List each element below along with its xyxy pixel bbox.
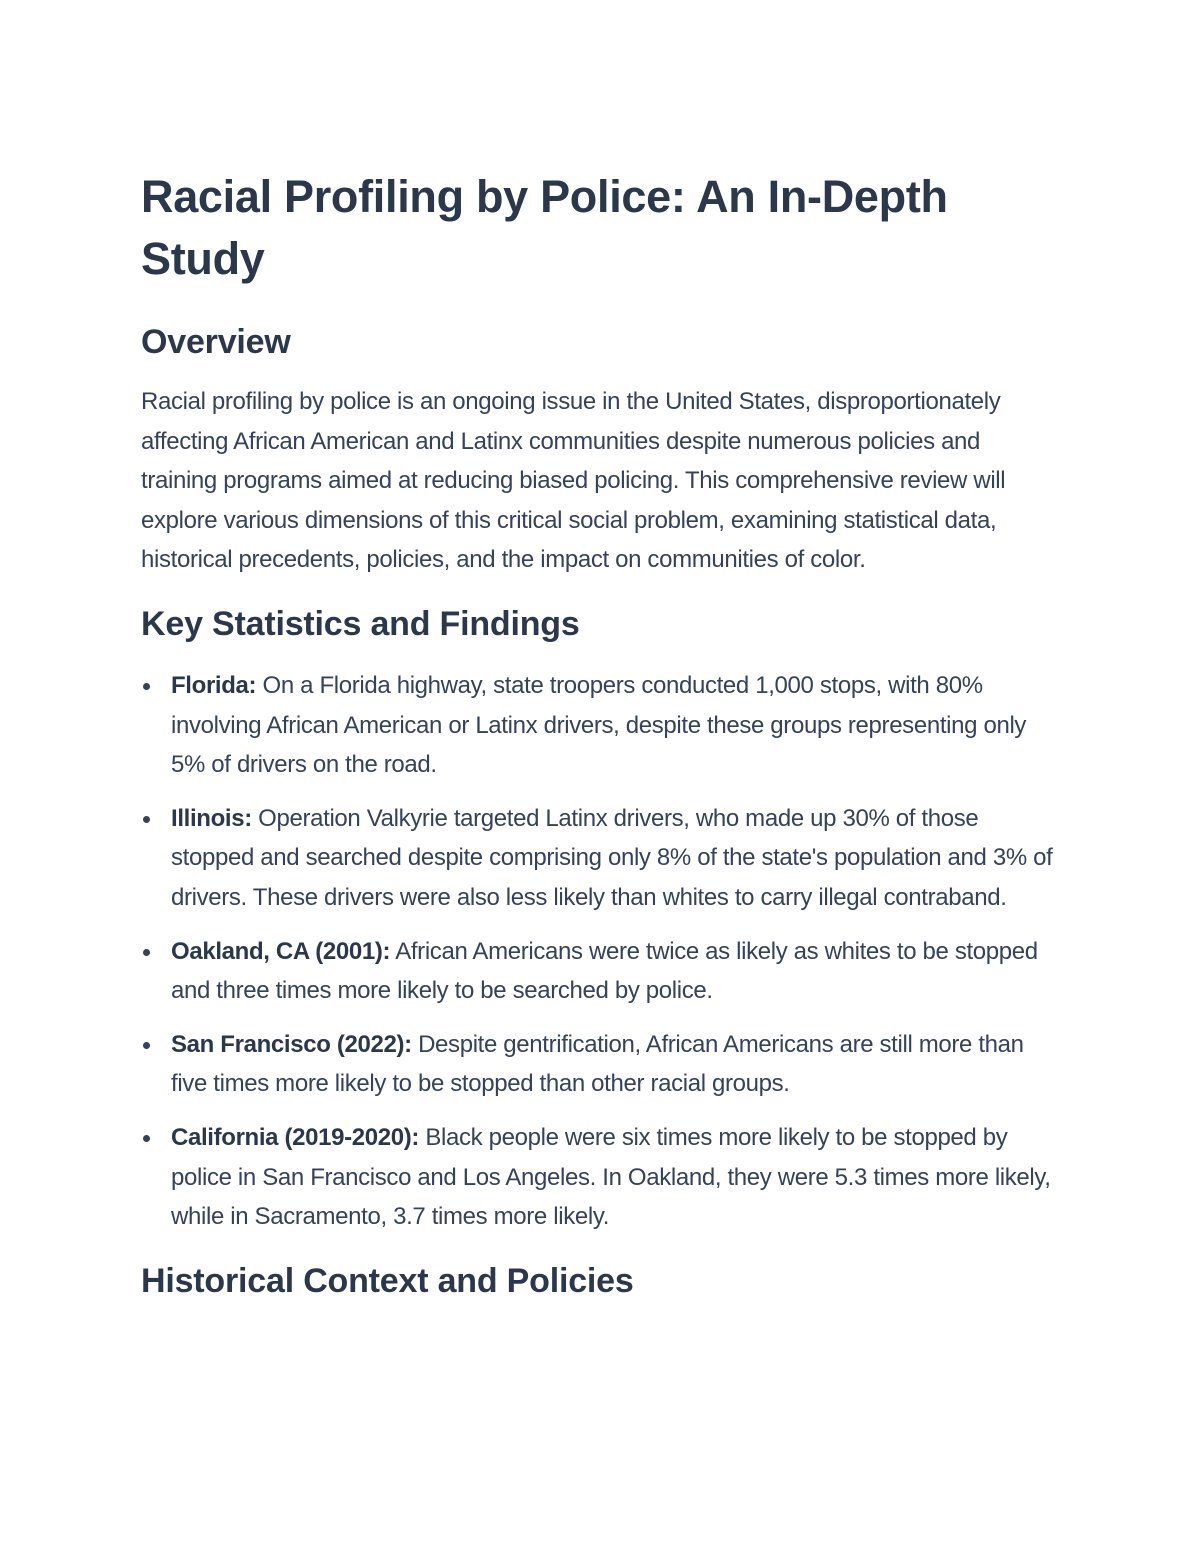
overview-heading: Overview: [141, 323, 291, 361]
key-statistics-heading: Key Statistics and Findings: [141, 604, 580, 643]
bullet-icon: [143, 1042, 150, 1049]
list-item-lead: California (2019-2020):: [171, 1123, 420, 1151]
bullet-icon: [143, 1135, 150, 1142]
list-item-text: Operation Valkyrie targeted Latinx drivers, who made up 30% of those stopped and searched despite comprising only 8% of the state's population and 3% of drivers. These drivers were also less likely than whites to carry illegal contraband.: [171, 804, 1053, 911]
list-item-text: African Americans were twice as likely as whites to be stopped and three times more likely to be searched by police.: [171, 937, 1038, 1005]
list-item-text: Black people were six times more likely to be stopped by police in San Francisco and Los Angeles. In Oakland, they were 5.3 times more likely, while in Sacramento, 3.7 times more likely.: [171, 1123, 1051, 1231]
bullet-icon: [143, 683, 150, 690]
key-statistics-list: [141, 666, 1061, 1237]
list-item-lead: Florida:: [171, 671, 257, 699]
list-item: [141, 932, 1061, 1011]
list-item: [141, 1118, 1061, 1237]
historical-context-heading: Historical Context and Policies: [141, 1261, 634, 1300]
document-page: [141, 166, 1061, 1303]
list-item-lead: Oakland, CA (2001):: [171, 937, 391, 965]
list-item: [141, 666, 1061, 785]
document-title: Racial Profiling by Police: An In-Depth Study: [141, 171, 948, 284]
list-item: [141, 799, 1061, 918]
list-item-lead: Illinois:: [171, 804, 252, 832]
list-item: [141, 1025, 1061, 1104]
bullet-icon: [143, 949, 150, 956]
overview-paragraph: Racial profiling by police is an ongoing issue in the United States, disproportionately affecting African American and Latinx communities despite numerous policies and training programs aimed at reducing biased policing. This comprehensive review will explore various dimensions of this critical social problem, examining statistical data, historical precedents, policies, and the impact on communities of color.: [141, 388, 1006, 574]
list-item-text: On a Florida highway, state troopers conducted 1,000 stops, with 80% involving African American or Latinx drivers, despite these groups representing only 5% of drivers on the road.: [171, 671, 1027, 779]
bullet-icon: [143, 816, 150, 823]
list-item-text: Despite gentrification, African Americans are still more than five times more likely to be stopped than other racial groups.: [171, 1030, 1024, 1098]
list-item-lead: San Francisco (2022):: [171, 1030, 412, 1058]
